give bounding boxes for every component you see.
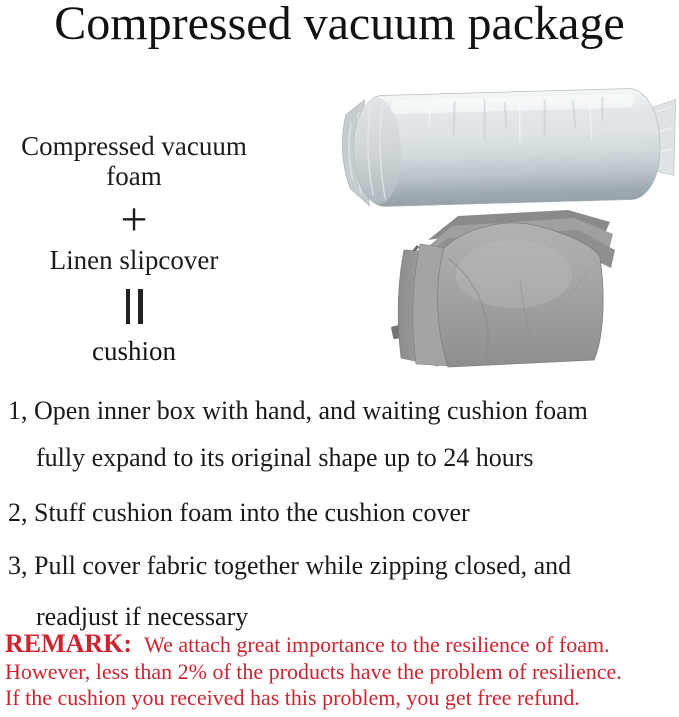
foam-roll-image [336,84,679,214]
equation-foam-label: Compressed vacuum foam [21,131,247,191]
remark-label: REMARK: [5,629,133,658]
remark-line-2: However, less than 2% of the products have the problem of resilience. [5,658,622,684]
step-1-line-1: 1, Open inner box with hand, and waiting cushion foam [8,396,588,425]
remark-line-3: If the cushion you received has this problem, you get free refund. [5,685,580,710]
equals-bar-right [138,289,143,324]
equation-result-label: cushion [92,336,176,366]
equals-icon [126,289,143,324]
equation-block [0,131,268,366]
slipcover-image [386,208,616,374]
remark-line-1 [5,631,677,659]
step-1-line-2: fully expand to its original shape up to 24 hours [36,443,534,472]
step-3-line-1: 3, Pull cover fabric together while zipping closed, and [8,551,572,580]
page-title: Compressed vacuum package [54,0,625,50]
remark-section [5,631,677,712]
step-2-line-1: 2, Stuff cushion foam into the cushion cover [8,498,470,527]
instructions-list [8,392,676,632]
remark-text-1: We attach great importance to the resilience of foam. [144,632,610,657]
plus-icon: + [120,193,148,246]
equation-cover-label: Linen slipcover [49,245,219,275]
step-3-line-2: readjust if necessary [36,602,249,631]
equals-bar-left [126,289,131,324]
